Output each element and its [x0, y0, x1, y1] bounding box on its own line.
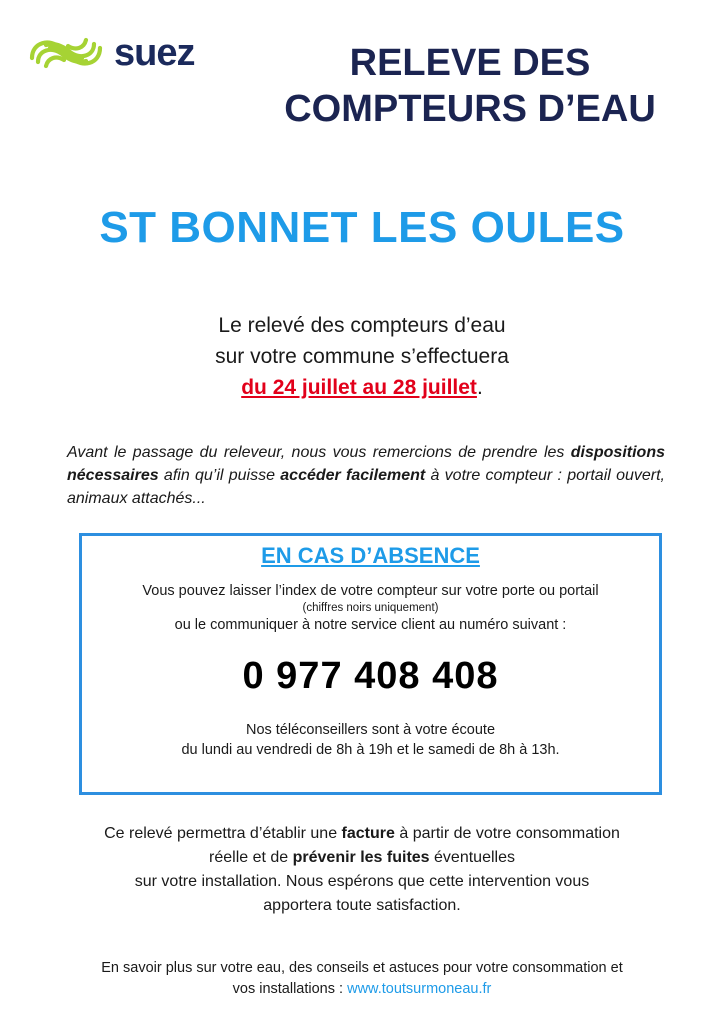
closing-text-3: réelle et de — [209, 849, 293, 866]
absence-note: (chiffres noirs uniquement) — [302, 602, 439, 614]
notice-text-2: afin qu’il puisse — [158, 467, 281, 484]
closing-line-2 — [0, 846, 724, 870]
closing-bold-1: facture — [341, 825, 395, 842]
intro-line-1: Le relevé des compteurs d’eau — [218, 314, 506, 337]
closing-bold-2: prévenir les fuites — [292, 849, 430, 866]
intro-block — [0, 310, 724, 403]
suez-logo — [26, 28, 194, 78]
footer-line-1: En savoir plus sur votre eau, des conseils et astuces pour votre consommation et — [101, 960, 623, 976]
footer-prefix: vos installations : — [232, 981, 348, 997]
absence-line-1: Vous pouvez laisser l’index de votre compteur sur votre porte ou portail — [142, 583, 599, 599]
absence-line-2: ou le communiquer à notre service client au numéro suivant : — [174, 617, 567, 633]
page-title — [230, 40, 710, 132]
hours-block — [82, 720, 659, 760]
hours-line-2: du lundi au vendredi de 8h à 19h et le samedi de 8h à 13h. — [181, 742, 560, 758]
access-notice — [67, 441, 665, 510]
absence-title: EN CAS D’ABSENCE — [261, 543, 480, 568]
closing-text-1: Ce relevé permettra d’établir une — [104, 825, 342, 842]
date-range: du 24 juillet au 28 juillet — [241, 376, 477, 399]
suez-wave-icon — [26, 28, 106, 78]
absence-box — [79, 533, 662, 795]
closing-line-1 — [0, 822, 724, 846]
date-suffix: . — [476, 376, 483, 399]
notice-text-3: à votre compteur : portail ouvert, animaux attachés... — [67, 467, 665, 507]
closing-paragraph — [0, 822, 724, 918]
town-name: ST BONNET LES OULES — [99, 203, 625, 252]
footer-line-2 — [0, 979, 724, 1000]
closing-line-3: sur votre installation. Nous espérons que cette intervention vous — [134, 873, 590, 890]
closing-text-4: éventuelles — [429, 849, 515, 866]
title-line-1: RELEVE DES — [349, 42, 591, 84]
notice-bold-2: accéder facilement — [280, 467, 426, 484]
intro-line-3 — [0, 372, 724, 403]
brand-name: suez — [114, 32, 195, 74]
notice-text-1: Avant le passage du releveur, nous vous remercions de prendre les — [67, 444, 571, 461]
phone-number[interactable]: 0 977 408 408 — [242, 655, 499, 697]
hours-line-1: Nos téléconseillers sont à votre écoute — [245, 722, 496, 738]
closing-text-2: à partir de votre consommation — [394, 825, 620, 842]
footer — [0, 958, 724, 1000]
closing-line-4: apportera toute satisfaction. — [263, 897, 461, 914]
website-link[interactable]: www.toutsurmoneau.fr — [347, 981, 492, 997]
intro-line-2: sur votre commune s’effectuera — [215, 345, 509, 368]
title-line-2: COMPTEURS D’EAU — [284, 88, 656, 130]
notice-bold-1: dispositions nécessaires — [67, 444, 665, 484]
